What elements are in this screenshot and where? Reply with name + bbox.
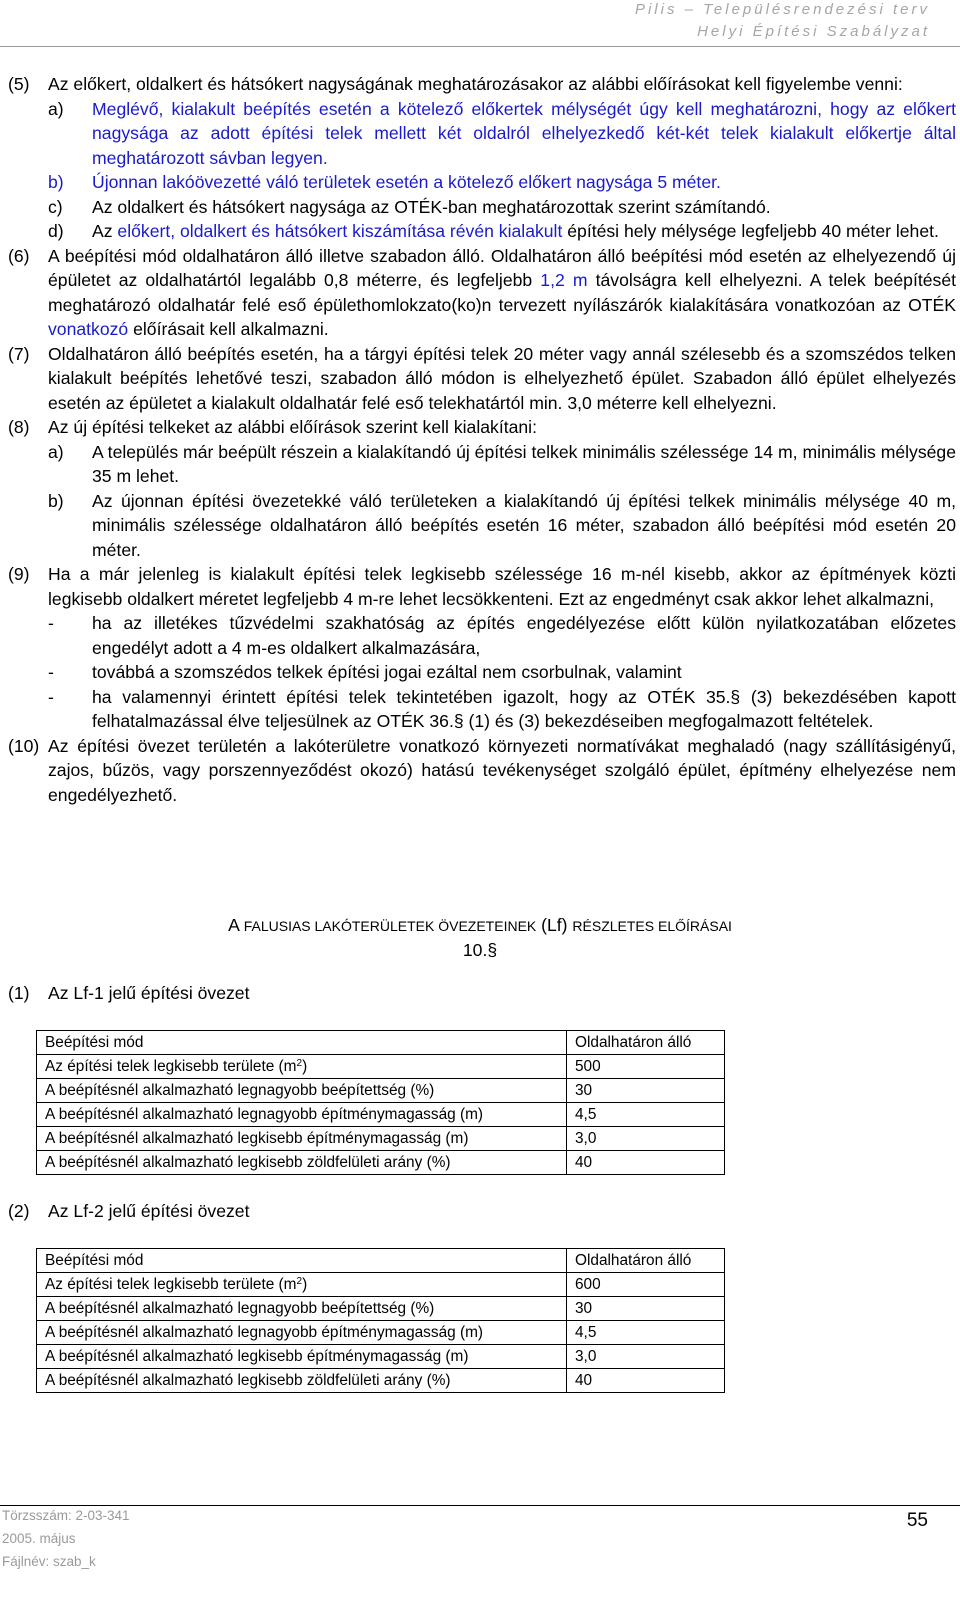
section-number: 10.§ <box>462 940 498 960</box>
heading-run-smallcaps: RÉSZLETES ELŐÍRÁSAI <box>572 918 732 934</box>
superscript: 2 <box>296 1058 303 1069</box>
paragraph-text: Az előkert, oldalkert és hátsókert nagyságának meghatározásakor az alábbi előírásokat kell figyelembe venni: <box>48 74 903 94</box>
section-heading <box>0 913 960 938</box>
list-label: a) <box>48 441 64 462</box>
table-row <box>37 1249 725 1273</box>
table-value: 30 <box>567 1079 725 1103</box>
paragraph-text: Az új építési telkeket az alábbi előírások szerint kell kialakítani: <box>48 417 537 437</box>
paragraph-9 <box>8 562 956 611</box>
table-row <box>37 1345 725 1369</box>
paragraph-number: (8) <box>8 417 30 437</box>
table-row <box>37 1031 725 1055</box>
zone-2-table <box>36 1248 725 1393</box>
text-run: ) <box>302 1276 308 1293</box>
superscript: 2 <box>296 1276 303 1287</box>
zone-title: Az Lf-2 jelű építési övezet <box>48 1201 250 1221</box>
paragraph-text: Oldalhatáron álló beépítés esetén, ha a tárgyi építési telek 20 méter vagy annál szélesebb és a szomszédos telken kialakult beépítés lehetővé teszi, szabadon álló módon is elhelyezhető épület. Szabadon álló épület elhelyezés esetén az épületet a kialakult oldalhatár felé eső telekhatártól min. 3,0 méterre kell elhelyezni. <box>48 343 956 413</box>
document-body <box>8 72 956 807</box>
header-divider <box>0 46 960 47</box>
zone-title: Az Lf-1 jelű építési övezet <box>48 983 250 1003</box>
heading-run: (Lf) <box>536 915 573 935</box>
table-key: Beépítési mód <box>37 1249 567 1273</box>
zone-1-label <box>8 983 249 1004</box>
table-value: 600 <box>567 1273 725 1297</box>
list-text: Az oldalkert és hátsókert nagysága az OTÉK-ban meghatározottak szerint számítandó. <box>92 196 771 217</box>
table-row <box>37 1273 725 1297</box>
paragraph-text: Az építési övezet területén a lakóterületre vonatkozó környezeti normatívákat meghaladó (nagy szállításigényű, zajos, bűzös, vagy porszennyeződést okozó) hatású tevékenységet szolgáló épület, építmény elhelyezése nem engedélyezhető. <box>48 735 956 805</box>
table-row <box>37 1103 725 1127</box>
table-row <box>37 1127 725 1151</box>
zone-number: (1) <box>8 983 30 1003</box>
zone-2-label <box>8 1201 249 1222</box>
paragraph-number: (9) <box>8 564 30 584</box>
table-value: Oldalhatáron álló <box>567 1031 725 1055</box>
text-run: Az építési telek legkisebb területe (m <box>45 1058 297 1075</box>
section-title <box>0 913 960 962</box>
text-run: Az építési telek legkisebb területe (m <box>45 1276 297 1293</box>
list-text: Az újonnan építési övezetekké váló területeken a kialakítandó új építési telkek minimális mélysége 40 m, minimális szélessége oldalhatáron álló beépítés esetén 16 méter, szabadon álló beépítési mód esetén 20 méter. <box>92 490 956 560</box>
paragraph-8 <box>8 415 956 440</box>
header-subtitle: Helyi Építési Szabályzat <box>697 23 930 40</box>
list-item <box>8 685 956 734</box>
paragraph-text: Ha a már jelenleg is kialakult építési telek legkisebb szélessége 16 m-nél kisebb, akkor az építmények közti legkisebb oldalkert méretet legfeljebb 4 m-re lehet lecsökkenteni. Ezt az engedményt csak akkor lehet alkalmazni, <box>48 564 956 609</box>
list-item <box>8 195 956 220</box>
text-run-highlight: vonatkozó <box>48 319 129 339</box>
paragraph-5 <box>8 72 956 97</box>
paragraph-10 <box>8 734 956 808</box>
paragraph-number: (5) <box>8 74 30 94</box>
table-key: A beépítésnél alkalmazható legkisebb építménymagasság (m) <box>37 1345 567 1369</box>
paragraph-7 <box>8 342 956 416</box>
table-value: 4,5 <box>567 1321 725 1345</box>
table-key: A beépítésnél alkalmazható legnagyobb építménymagasság (m) <box>37 1321 567 1345</box>
table-key: A beépítésnél alkalmazható legnagyobb beépítettség (%) <box>37 1079 567 1103</box>
table-value: 4,5 <box>567 1103 725 1127</box>
text-run: ) <box>302 1058 308 1075</box>
table-row <box>37 1151 725 1175</box>
paragraph-number: (10) <box>8 735 40 756</box>
list-item <box>8 611 956 660</box>
zone-1-table <box>36 1030 725 1175</box>
list-label: d) <box>48 221 64 241</box>
list-item <box>8 170 956 195</box>
table-key: A beépítésnél alkalmazható legkisebb zöldfelületi arány (%) <box>37 1151 567 1175</box>
table-value: 40 <box>567 1369 725 1393</box>
list-text: továbbá a szomszédos telkek építési jogai ezáltal nem csorbulnak, valamint <box>92 662 682 682</box>
table-key: A beépítésnél alkalmazható legnagyobb beépítettség (%) <box>37 1297 567 1321</box>
table-value: 500 <box>567 1055 725 1079</box>
paragraph-text <box>48 244 956 342</box>
table-key <box>37 1273 567 1297</box>
page-number: 55 <box>906 1510 928 1531</box>
paragraph-number: (7) <box>8 343 30 364</box>
table-key: A beépítésnél alkalmazható legkisebb építménymagasság (m) <box>37 1127 567 1151</box>
list-text: ha az illetékes tűzvédelmi szakhatóság az építés engedélyezése előtt külön nyilatkozatában előzetes engedélyt adott a 4 m-es oldalkert alkalmazására, <box>92 613 956 658</box>
list-text: Újonnan lakóövezetté váló területek esetén a kötelező előkert nagysága 5 méter. <box>92 172 721 192</box>
table-row <box>37 1321 725 1345</box>
list-item <box>8 660 956 685</box>
text-run: előírásait kell alkalmazni. <box>128 319 329 339</box>
list-text: Meglévő, kialakult beépítés esetén a kötelező előkertek mélységét úgy kell meghatározni, hogy az előkert nagysága az adott építési telek mellett két oldalról elhelyezkedő két-két telek kialakult előkertje által meghatározott sávban legyen. <box>92 98 956 168</box>
table-value: 3,0 <box>567 1127 725 1151</box>
table-row <box>37 1055 725 1079</box>
text-run-highlight: 1,2 m <box>540 270 588 290</box>
list-text: ha valamennyi érintett építési telek tekintetében igazolt, hogy az OTÉK 35.§ (3) bekezdésében kapott felhatalmazással élve teljesülnek az OTÉK 36.§ (1) és (3) bekezdéseiben megfogalmazott feltételek. <box>92 686 956 731</box>
table-key <box>37 1055 567 1079</box>
list-label: a) <box>48 98 64 119</box>
table-value: 40 <box>567 1151 725 1175</box>
list-label: - <box>48 686 54 707</box>
footer-filename: Fájlnév: szab_k <box>2 1554 96 1569</box>
table-row <box>37 1079 725 1103</box>
heading-run-smallcaps: FALUSIAS LAKÓTERÜLETEK ÖVEZETEINEK <box>243 918 537 934</box>
text-run: A beépítési mód oldalhatáron álló illetve szabadon álló. Oldalhatáron álló beépítési mód esetén az elhelyezendő új épületet az oldalhatártól legalább 0,8 méterre, és legfeljebb <box>48 245 956 290</box>
table-value: Oldalhatáron álló <box>567 1249 725 1273</box>
list-label: c) <box>48 196 63 217</box>
paragraph-number: (6) <box>8 245 30 266</box>
list-label: - <box>48 662 54 682</box>
table-value: 30 <box>567 1297 725 1321</box>
footer-date: 2005. május <box>2 1531 76 1546</box>
footer-divider <box>0 1505 960 1506</box>
footer-register-number: Törzsszám: 2-03-341 <box>2 1508 130 1523</box>
text-run-highlight: előkert, oldalkert és hátsókert kiszámítása révén kialakult <box>117 221 563 241</box>
zone-number: (2) <box>8 1201 30 1221</box>
list-text <box>92 219 956 244</box>
table-key: A beépítésnél alkalmazható legnagyobb építménymagasság (m) <box>37 1103 567 1127</box>
list-label: - <box>48 613 54 633</box>
table-value: 3,0 <box>567 1345 725 1369</box>
list-label: b) <box>48 490 64 511</box>
paragraph-6 <box>8 244 956 342</box>
list-text: A település már beépült részein a kialakítandó új építési telkek minimális szélessége 14 m, minimális mélysége 35 m lehet. <box>92 441 956 486</box>
list-item <box>8 97 956 171</box>
table-row <box>37 1297 725 1321</box>
list-item <box>8 489 956 563</box>
text-run: távolságra kell elhelyezni. A telek beépítését meghatározó oldalhatár felé eső épülethomlokzato(ko)n tervezett nyílászárók kialakítására vonatkozóan az OTÉK <box>48 270 956 315</box>
heading-run: A <box>228 915 244 935</box>
text-run: Az <box>92 221 118 241</box>
list-item <box>8 440 956 489</box>
table-row <box>37 1369 725 1393</box>
header-title: Pilis – Településrendezési terv <box>634 1 930 18</box>
list-item <box>8 219 956 244</box>
text-run: építési hely mélysége legfeljebb 40 méter lehet. <box>562 221 939 241</box>
table-key: A beépítésnél alkalmazható legkisebb zöldfelületi arány (%) <box>37 1369 567 1393</box>
list-label: b) <box>48 172 64 192</box>
table-key: Beépítési mód <box>37 1031 567 1055</box>
